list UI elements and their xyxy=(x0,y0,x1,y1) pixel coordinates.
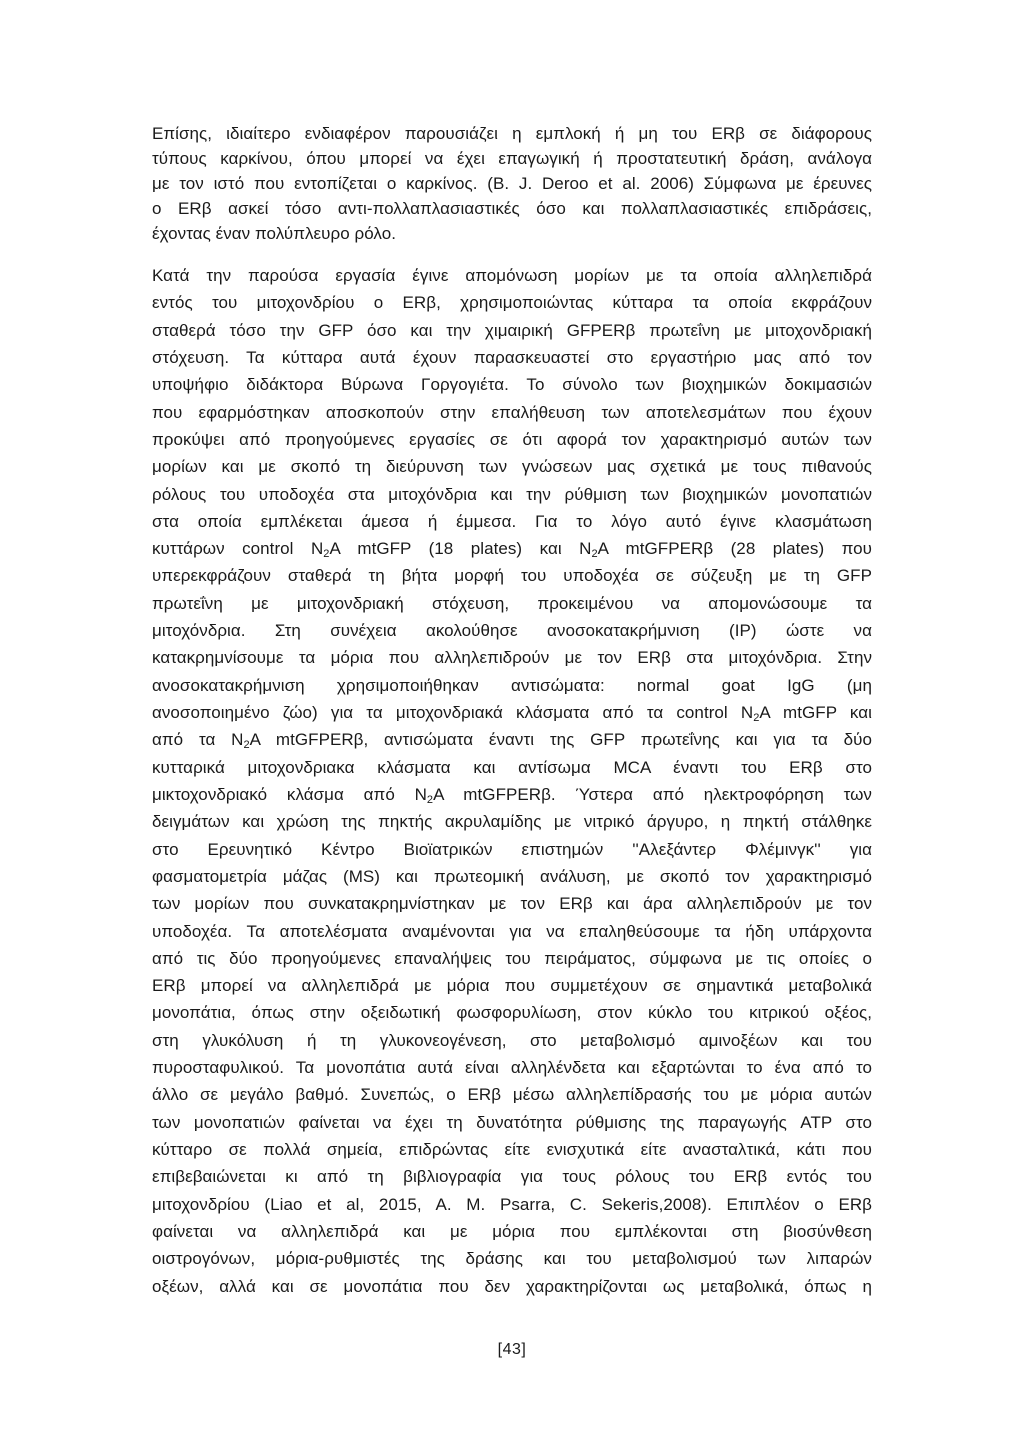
text-segment: A mtGFPERβ (28 plates) που xyxy=(597,539,873,559)
text-line: μιτοχόνδρια. Στη συνέχεια ακολούθησε ανοσοκατακρήμνιση (IP) ώστε να xyxy=(152,621,872,641)
text-line xyxy=(152,781,872,808)
page-number: [43] xyxy=(497,1341,527,1358)
text-line: στο Ερευνητικό Κέντρο Βιοϊατρικών επιστημών ''Αλεξάντερ Φλέμινγκ'' για xyxy=(152,839,872,859)
text-line: επιβεβαιώνεται κι από τη βιβλιογραφία για τους ρόλους του ERβ εντός του xyxy=(152,1167,872,1187)
text-line: ρόλους του υποδοχέα στα μιτοχόνδρια και την ρύθμιση των βιοχημικών μονοπατιών xyxy=(152,484,872,504)
text-line: άλλο σε μεγάλο βαθμό. Συνεπώς, ο ERβ μέσω αλληλεπίδρασής του με μόρια αυτών xyxy=(152,1085,872,1105)
text-line: μορίων και με σκοπό τη διεύρυνση των γνώσεων μας σχετικά με τους πιθανούς xyxy=(152,457,872,477)
text-line: οιστρογόνων, μόρια-ρυθμιστές της δράσης και του μεταβολισμού των λιπαρών xyxy=(152,1249,872,1269)
text-line: πρωτεΐνη με μιτοχονδριακή στόχευση, προκειμένου να απομονώσουμε τα xyxy=(152,593,872,613)
text-line: που εφαρμόστηκαν αποσκοπούν στην επαλήθευση των αποτελεσμάτων που έχουν xyxy=(152,402,872,422)
paragraph-2 xyxy=(152,262,872,1300)
text-line: κύτταρο σε πολλά σημεία, επιδρώντας είτε ενισχυτικά είτε ανασταλτικά, κάτι που xyxy=(152,1140,872,1159)
text-line: κατακρημνίσουμε τα μόρια που αλληλεπιδρούν με τον ERβ στα μιτοχόνδρια. Στην xyxy=(152,648,872,668)
text-segment: A mtGFPERβ, αντισώματα έναντι της GFP πρωτεΐνης και για τα δύο xyxy=(249,730,873,750)
text-line: στα οποία εμπλέκεται άμεσα ή έμμεσα. Για το λόγο αυτό έγινε κλασμάτωση xyxy=(152,511,872,531)
text-line: κυτταρικά μιτοχονδριακα κλάσματα και αντίσωμα MCA έναντι του ERβ στο xyxy=(152,757,872,777)
text-line: ανοσοκατακρήμνιση χρησιμοποιήθηκαν αντισώματα: normal goat IgG (μη xyxy=(152,675,872,695)
text-line: υποδοχέα. Τα αποτελέσματα αναμένονται για να επαληθεύσουμε τα ήδη υπάρχοντα xyxy=(152,921,872,941)
text-line: ο ERβ ασκεί τόσο αντι-πολλαπλασιαστικές όσο και πολλαπλασιαστικές επιδράσεις, xyxy=(152,199,872,218)
text-segment: A mtGFP και xyxy=(759,703,872,722)
text-line: τύπους καρκίνου, όπου μπορεί να έχει επαγωγική ή προστατευτική δράση, ανάλογα xyxy=(152,149,872,168)
subscript: 2 xyxy=(243,739,250,752)
text-line: ERβ μπορεί να αλληλεπιδρά με μόρια που συμμετέχουν σε σημαντικά μεταβολικά xyxy=(152,976,872,996)
text-line: των μονοπατιών φαίνεται να έχει τη δυνατότητα ρύθμισης της παραγωγής ATP στο xyxy=(152,1112,872,1132)
text-line xyxy=(152,726,872,753)
text-segment: κυττάρων control N xyxy=(152,539,324,559)
text-line: μιτοχονδρίου (Liao et al, 2015, A. M. Psarra, C. Sekeris,2008). Επιπλέον ο ERβ xyxy=(152,1194,872,1214)
text-line: υπερεκφράζουν σταθερά τη βήτα μορφή του υποδοχέα σε σύζευξη με τη GFP xyxy=(152,566,872,586)
text-line: οξέων, αλλά και σε μονοπάτια που δεν χαρακτηρίζονται ως μεταβολικά, όπως η xyxy=(152,1276,872,1296)
text-line: φασματομετρία μάζας (MS) και πρωτεομική ανάλυση, με σκοπό τον χαρακτηρισμό xyxy=(152,866,872,886)
text-line: δειγμάτων και χρώση της πηκτής ακρυλαμίδης με νιτρικό άργυρο, η πηκτή στάλθηκε xyxy=(152,812,872,832)
text-segment: από τα N xyxy=(152,730,244,750)
subscript: 2 xyxy=(323,548,330,561)
text-line: έχοντας έναν πολύπλευρο ρόλο. xyxy=(152,224,396,243)
text-line: από τις δύο προηγούμενες επαναλήψεις του πειράματος, σύμφωνα με τις οποίες ο xyxy=(152,948,872,968)
text-segment: μικτοχονδριακό κλάσμα από N xyxy=(152,784,427,804)
document-body xyxy=(152,121,872,1300)
subscript: 2 xyxy=(591,548,598,561)
text-line: στη γλυκόλυση ή τη γλυκονεογένεση, στο μεταβολισμό αμινοξέων και του xyxy=(152,1030,872,1050)
text-line: φαίνεται να αλληλεπιδρά και με μόρια που εμπλέκονται στη βιοσύνθεση xyxy=(152,1221,872,1241)
text-line: Κατά την παρούσα εργασία έγινε απομόνωση μορίων με τα οποία αλληλεπιδρά xyxy=(152,266,872,285)
text-segment: A mtGFPERβ. Ύστερα από ηλεκτροφόρηση των xyxy=(433,784,872,804)
text-line: μονοπάτια, όπως στην οξειδωτική φωσφορυλίωση, στον κύκλο του κιτρικού οξέος, xyxy=(152,1003,872,1023)
paragraph-1 xyxy=(152,121,872,246)
subscript: 2 xyxy=(753,712,760,724)
subscript: 2 xyxy=(426,793,434,806)
text-line: Επίσης, ιδιαίτερο ενδιαφέρον παρουσιάζει η εμπλοκή ή μη του ERβ σε διάφορους xyxy=(152,124,872,143)
text-segment: A mtGFP (18 plates) και N xyxy=(329,539,592,559)
text-line: πυροσταφυλικού. Τα μονοπάτια αυτά είναι αλληλένδετα και εξαρτώνται το ένα από το xyxy=(152,1058,872,1078)
text-segment: ανοσοποιημένο ζώο) για τα μιτοχονδριακά κλάσματα από τα control N xyxy=(152,703,754,722)
text-line xyxy=(152,535,872,562)
text-line: προκύψει από προηγούμενες εργασίες σε ότι αφορά τον χαρακτηρισμό αυτών των xyxy=(152,429,872,449)
text-line: των μορίων που συνκατακρημνίστηκαν με τον ERβ και άρα αλληλεπιδρούν με τον xyxy=(152,894,872,914)
text-line: υποψήφιο διδάκτορα Βύρωνα Γοργογιέτα. Το σύνολο των βιοχημικών δοκιμασιών xyxy=(152,375,872,395)
text-line: στόχευση. Τα κύτταρα αυτά έχουν παρασκευαστεί στο εργαστήριο μας από τον xyxy=(152,347,872,367)
text-line: με τον ιστό που εντοπίζεται ο καρκίνος. (B. J. Deroo et al. 2006) Σύμφωνα με έρευνες xyxy=(152,174,872,193)
text-line: σταθερά τόσο την GFP όσο και την χιμαιρική GFPERβ πρωτεΐνη με μιτοχονδριακή xyxy=(152,320,872,340)
text-line: εντός του μιτοχονδρίου ο ERβ, χρησιμοποιώντας κύτταρα τα οποία εκφράζουν xyxy=(152,293,872,313)
text-line xyxy=(152,699,872,726)
